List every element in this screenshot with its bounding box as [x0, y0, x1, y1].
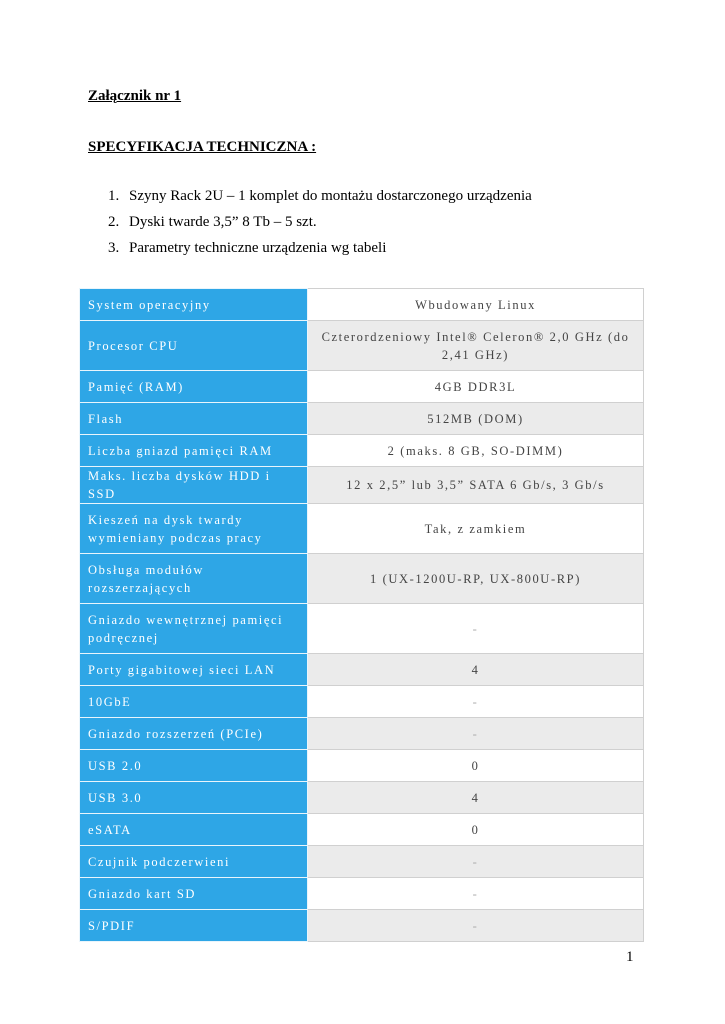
spec-key: Procesor CPU — [80, 321, 308, 371]
spec-key: Gniazdo kart SD — [80, 878, 308, 910]
spec-value: 4 — [308, 782, 644, 814]
document-title: Załącznik nr 1 — [88, 88, 182, 104]
spec-value: 1 (UX-1200U-RP, UX-800U-RP) — [308, 554, 644, 604]
spec-value: 0 — [308, 814, 644, 846]
spec-key: Obsługa modułów rozszerzających — [80, 554, 308, 604]
spec-value: 4GB DDR3L — [308, 371, 644, 403]
spec-value: Wbudowany Linux — [308, 289, 644, 321]
spec-key: Maks. liczba dysków HDD i SSD — [80, 467, 308, 504]
table-row — [80, 604, 644, 654]
list-item-number: 2. — [108, 214, 120, 230]
list-item-number: 1. — [108, 188, 120, 204]
spec-key: USB 3.0 — [80, 782, 308, 814]
spec-key: S/PDIF — [80, 910, 308, 942]
table-row — [80, 403, 644, 435]
spec-key: 10GbE — [80, 686, 308, 718]
table-row — [80, 289, 644, 321]
table-row — [80, 371, 644, 403]
spec-value: 2 (maks. 8 GB, SO-DIMM) — [308, 435, 644, 467]
spec-key: USB 2.0 — [80, 750, 308, 782]
requirements-list — [88, 183, 532, 261]
table-row — [80, 814, 644, 846]
list-item-text: Szyny Rack 2U – 1 komplet do montażu dostarczonego urządzenia — [129, 188, 532, 204]
list-item — [88, 235, 532, 261]
spec-value: - — [308, 910, 644, 942]
spec-value: 512MB (DOM) — [308, 403, 644, 435]
spec-key: eSATA — [80, 814, 308, 846]
spec-table — [79, 288, 644, 942]
list-item — [88, 183, 532, 209]
table-row — [80, 654, 644, 686]
spec-key: Porty gigabitowej sieci LAN — [80, 654, 308, 686]
table-row — [80, 435, 644, 467]
spec-key: Czujnik podczerwieni — [80, 846, 308, 878]
spec-value: - — [308, 878, 644, 910]
table-row — [80, 467, 644, 504]
table-row — [80, 750, 644, 782]
table-row — [80, 782, 644, 814]
spec-value: Czterordzeniowy Intel® Celeron® 2,0 GHz (do 2,41 GHz) — [308, 321, 644, 371]
spec-value: - — [308, 686, 644, 718]
spec-value: 12 x 2,5” lub 3,5” SATA 6 Gb/s, 3 Gb/s — [308, 467, 644, 504]
spec-value: Tak, z zamkiem — [308, 504, 644, 554]
spec-value: 4 — [308, 654, 644, 686]
spec-value: 0 — [308, 750, 644, 782]
spec-key: Gniazdo rozszerzeń (PCIe) — [80, 718, 308, 750]
section-heading: SPECYFIKACJA TECHNICZNA : — [88, 139, 317, 155]
table-row — [80, 846, 644, 878]
spec-key: Gniazdo wewnętrznej pamięci podręcznej — [80, 604, 308, 654]
spec-key: System operacyjny — [80, 289, 308, 321]
spec-key: Flash — [80, 403, 308, 435]
table-row — [80, 504, 644, 554]
table-row — [80, 878, 644, 910]
spec-value: - — [308, 718, 644, 750]
spec-key: Liczba gniazd pamięci RAM — [80, 435, 308, 467]
table-row — [80, 718, 644, 750]
list-item-number: 3. — [108, 240, 120, 256]
list-item-text: Dyski twarde 3,5” 8 Tb – 5 szt. — [129, 214, 317, 230]
list-item — [88, 209, 532, 235]
spec-value: - — [308, 846, 644, 878]
table-row — [80, 321, 644, 371]
page-number: 1 — [626, 949, 634, 965]
table-row — [80, 686, 644, 718]
spec-value: - — [308, 604, 644, 654]
table-row — [80, 554, 644, 604]
table-row — [80, 910, 644, 942]
spec-key: Pamięć (RAM) — [80, 371, 308, 403]
spec-key: Kieszeń na dysk twardy wymieniany podczas pracy — [80, 504, 308, 554]
list-item-text: Parametry techniczne urządzenia wg tabeli — [129, 240, 387, 256]
